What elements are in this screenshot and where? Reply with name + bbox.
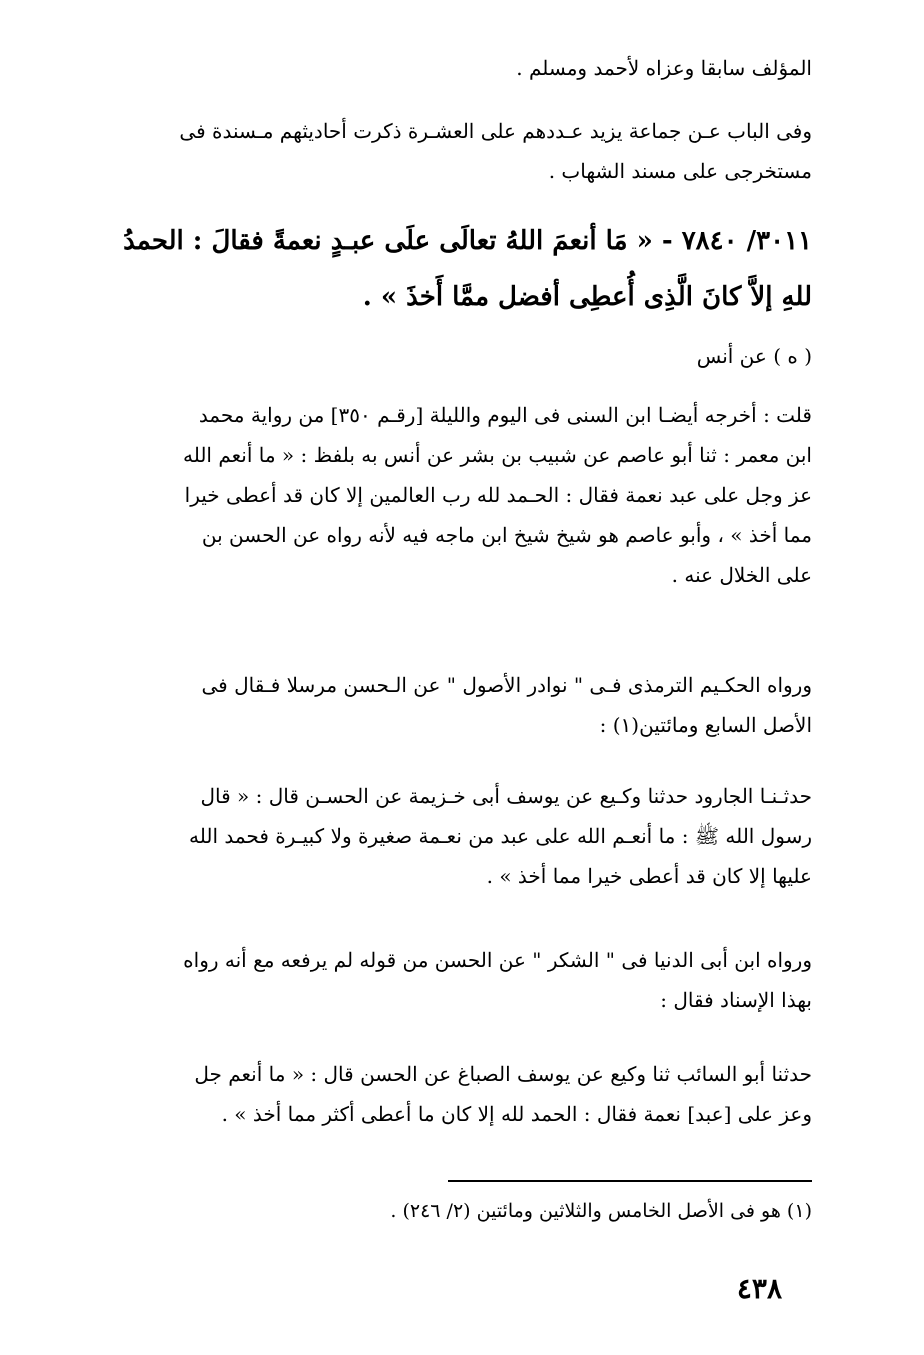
text-line: المؤلف سابقا وعزاه لأحمد ومسلم .: [516, 56, 812, 80]
paragraph-isnad-1: [104, 776, 812, 896]
text-line: على الخلال عنه .: [671, 563, 812, 587]
footnote-text: (١) هو فى الأصل الخامس والثلاثين ومائتين (٢/ ٢٤٦) .: [390, 1200, 812, 1222]
footnote: [104, 1195, 812, 1227]
paragraph-2: [104, 111, 812, 191]
text-line: ( ه ) عن أنس: [696, 344, 812, 368]
hadith-text: [104, 213, 812, 325]
text-line: وفى الباب عـن جماعة يزيد عـددهم على العشـرة ذكرت أحاديثهم مـسندة فى: [179, 119, 812, 143]
text-line: ورواه الحكـيم الترمذى فـى " نوادر الأصول " عن الـحسن مرسلا فـقال فى: [201, 673, 812, 697]
footnote-divider: [448, 1180, 812, 1182]
text-line: ٣٠١١/ ٧٨٤٠ - « مَا أنعمَ اللهُ تعالَى علَى عبـدٍ نعمةً فقالَ : الحمدُ: [123, 226, 812, 256]
paragraph-tirmidhi: [104, 665, 812, 745]
text-line: حدثـنـا الجارود حدثنا وكـيع عن يوسف أبى خـزيمة عن الحسـن قال : « قال: [200, 784, 812, 808]
page-number: ٤٣٨: [736, 1272, 782, 1305]
text-line: للهِ إلاَّ كانَ الَّذِى أُعطِى أفضل ممَّا أَخذَ » .: [362, 282, 812, 312]
text-line: مستخرجى على مسند الشهاب .: [548, 159, 812, 183]
text-line: مما أخذ » ، وأبو عاصم هو شيخ شيخ ابن ماجه فيه لأنه رواه عن الحسن بن: [201, 523, 812, 547]
text-line: حدثنا أبو السائب ثنا وكيع عن يوسف الصباغ عن الحسن قال : « ما أنعم جل: [194, 1062, 812, 1086]
text-line: عز وجل على عبد نعمة فقال : الحـمد لله رب العالمين إلا كان قد أعطى خيرا: [184, 483, 812, 507]
text-line: وعز على [عبد] نعمة فقال : الحمد لله إلا كان ما أعطى أكثر مما أخذ » .: [221, 1102, 812, 1126]
text-line: رسول الله ﷺ : ما أنعـم الله على عبد من نعـمة صغيرة ولا كبيـرة فحمد الله: [189, 824, 812, 848]
paragraph-ibn-abi-dunya: [104, 940, 812, 1020]
text-line: ورواه ابن أبى الدنيا فى " الشكر " عن الحسن من قوله لم يرفعه مع أنه رواه: [183, 948, 812, 972]
text-line: قلت : أخرجه أيضـا ابن السنى فى اليوم والليلة [رقـم ٣٥٠] من رواية محمد: [198, 403, 812, 427]
text-line: الأصل السابع ومائتين(١) :: [599, 713, 812, 737]
text-line: بهذا الإسناد فقال :: [660, 988, 812, 1012]
paragraph-commentary: [104, 395, 812, 595]
paragraph-1: [104, 48, 812, 88]
hadith-source: [104, 336, 812, 376]
paragraph-isnad-2: [104, 1054, 812, 1134]
text-line: ابن معمر : ثنا أبو عاصم عن شبيب بن بشر عن أنس به بلفظ : « ما أنعم الله: [182, 443, 812, 467]
text-line: عليها إلا كان قد أعطى خيرا مما أخذ » .: [486, 864, 812, 888]
